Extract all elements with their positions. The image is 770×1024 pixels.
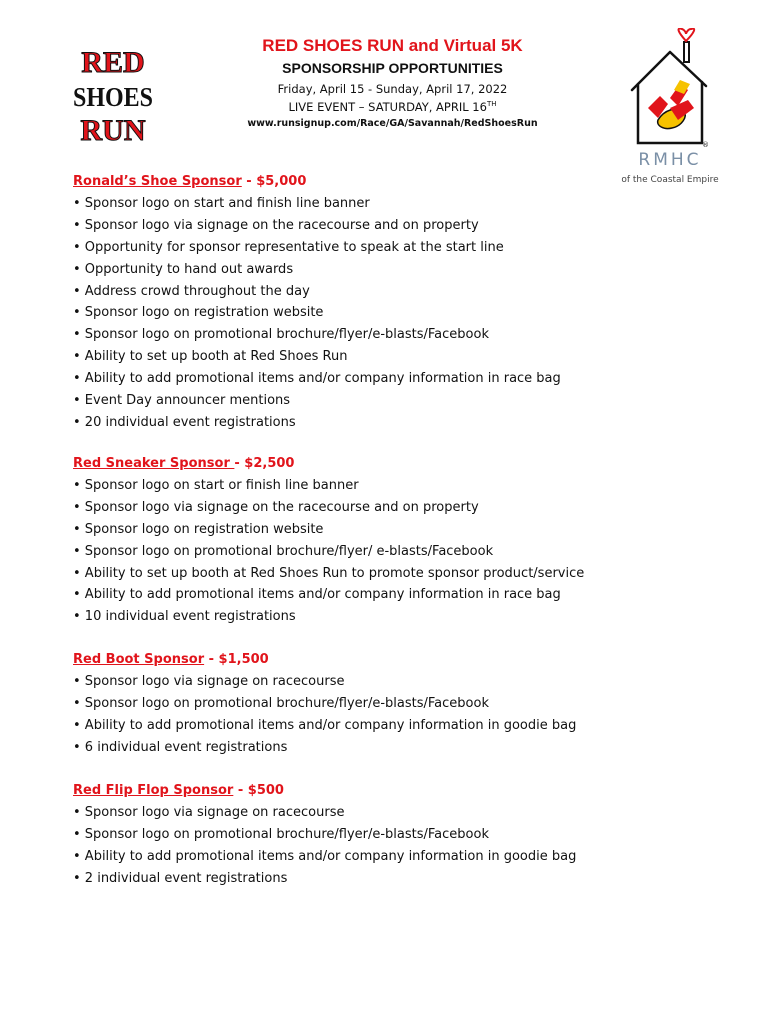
section-heading — [73, 453, 713, 475]
list-item: • 2 individual event registrations — [73, 870, 288, 886]
live-event-date — [200, 100, 585, 114]
sponsor-section-red-sneaker — [73, 453, 713, 628]
sponsor-tier-name: Red Sneaker Sponsor — [73, 456, 235, 471]
list-item: • Sponsor logo via signage on racecourse — [73, 804, 345, 820]
list-item: • Sponsor logo on promotional brochure/flyer/e-blasts/Facebook — [73, 826, 489, 842]
list-item: • Ability to add promotional items and/or company information in goodie bag — [73, 717, 577, 733]
logo-word-shoes: SHOES — [73, 82, 153, 112]
live-event-ordinal: TH — [486, 100, 497, 109]
hands-icon — [648, 80, 694, 129]
list-item: • Ability to set up booth at Red Shoes Run — [73, 349, 348, 365]
list-item: • Sponsor logo on promotional brochure/flyer/e-blasts/Facebook — [73, 695, 489, 711]
list-item: • Opportunity to hand out awards — [73, 261, 294, 277]
list-item: • Sponsor logo on start and finish line banner — [73, 195, 370, 211]
logo-word-run: RUN — [80, 114, 146, 147]
sponsor-section-red-flip-flop — [73, 780, 713, 890]
registered-mark: ® — [702, 141, 709, 149]
list-item: • 10 individual event registrations — [73, 609, 296, 625]
list-item: • Sponsor logo on start or finish line banner — [73, 477, 359, 493]
sponsor-section-red-boot — [73, 649, 713, 759]
list-item: • Address crowd throughout the day — [73, 283, 310, 299]
list-item: • 6 individual event registrations — [73, 739, 288, 755]
rmhc-letters: RMHC — [638, 150, 702, 170]
logo-word-red: RED — [81, 46, 145, 79]
list-item: • Sponsor logo via signage on the racecourse and on property — [73, 217, 479, 233]
rmhc-tagline: of the Coastal Empire — [621, 175, 719, 185]
heart-icon — [679, 29, 695, 41]
rmhc-logo — [618, 28, 723, 188]
list-item: • Sponsor logo on promotional brochure/flyer/ e-blasts/Facebook — [73, 543, 494, 559]
page-subtitle: SPONSORSHIP OPPORTUNITIES — [282, 60, 503, 76]
list-item: • Ability to set up booth at Red Shoes Run to promote sponsor product/service — [73, 565, 585, 581]
sponsor-section-ronalds-shoe — [73, 171, 713, 434]
sponsor-tier-price: - $5,000 — [241, 174, 307, 189]
red-shoes-run-logo — [68, 42, 158, 147]
sponsor-tier-price: - $500 — [233, 783, 284, 798]
list-item: • Sponsor logo on registration website — [73, 305, 324, 321]
event-title: RED SHOES RUN and Virtual 5K — [262, 36, 523, 55]
registration-url: www.runsignup.com/Race/GA/Savannah/RedShoesRun — [247, 118, 538, 129]
event-dates: Friday, April 15 - Sunday, April 17, 2022 — [277, 82, 508, 96]
list-item: • Ability to add promotional items and/or company information in race bag — [73, 587, 561, 603]
sponsor-tier-price: - $1,500 — [204, 652, 269, 667]
live-event-text: LIVE EVENT – SATURDAY, APRIL 16 — [288, 100, 487, 114]
list-item: • Ability to add promotional items and/or company information in race bag — [73, 371, 561, 387]
sponsor-tier-price: - $2,500 — [234, 456, 295, 471]
list-item: • Sponsor logo via signage on the racecourse and on property — [73, 499, 479, 515]
list-item: • Sponsor logo on registration website — [73, 521, 324, 537]
list-item: • Ability to add promotional items and/or company information in goodie bag — [73, 848, 577, 864]
list-item: • Event Day announcer mentions — [73, 393, 291, 409]
sponsor-tier-name: Red Boot Sponsor — [73, 652, 205, 667]
list-item: • Sponsor logo via signage on racecourse — [73, 673, 345, 689]
section-heading — [73, 171, 713, 193]
list-item: • Opportunity for sponsor representative to speak at the start line — [73, 239, 504, 255]
sponsor-tier-name: Red Flip Flop Sponsor — [73, 783, 234, 798]
sponsor-tier-name: Ronald’s Shoe Sponsor — [73, 174, 242, 189]
list-item: • 20 individual event registrations — [73, 414, 296, 430]
list-item: • Sponsor logo on promotional brochure/flyer/e-blasts/Facebook — [73, 327, 489, 343]
section-heading — [73, 780, 713, 802]
section-heading — [73, 649, 713, 671]
